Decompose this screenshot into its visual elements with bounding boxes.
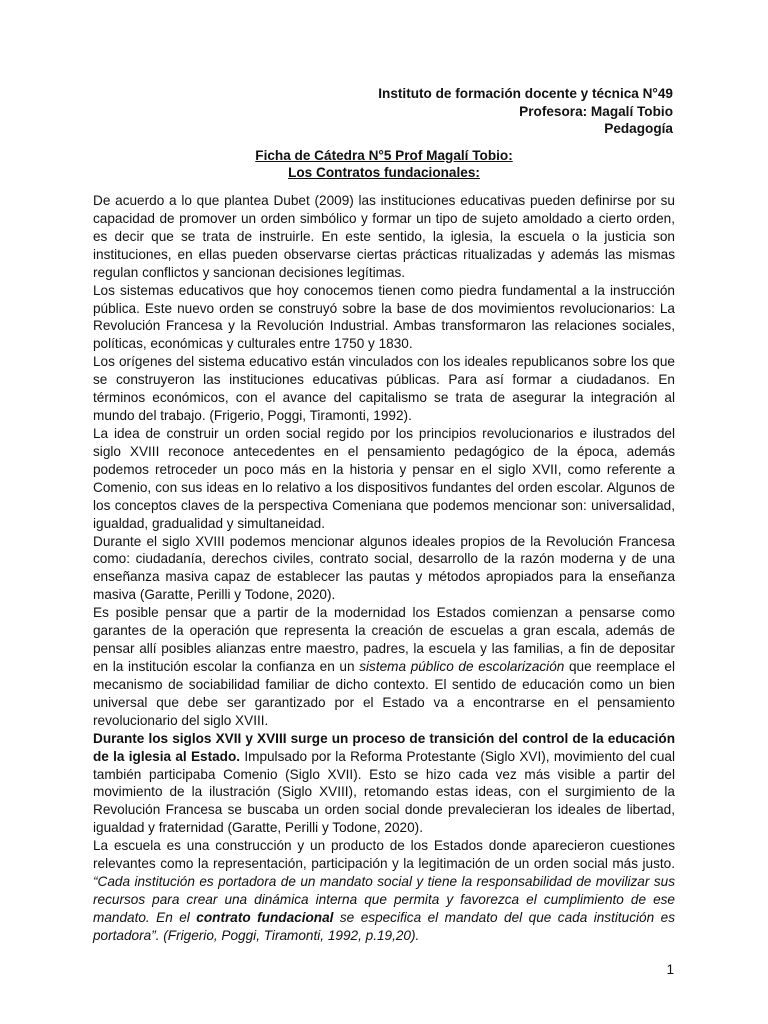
- document-header: [378, 85, 673, 138]
- title-line-1: Ficha de Cátedra N°5 Prof Magalí Tobio:: [255, 148, 513, 163]
- document-body: [93, 192, 675, 945]
- paragraph-3: Los orígenes del sistema educativo están vinculados con los ideales republicanos sobre los que se construyeron las instituciones educativas públicas. Para así formar a ciudadanos. En términos económicos, con el avance del capitalismo se trata de asegurar la integración al mundo del trabajo. (Frigerio, Poggi, Tiramonti, 1992).: [93, 354, 675, 424]
- paragraph-5: Durante el siglo XVIII podemos mencionar algunos ideales propios de la Revolución Francesa como: ciudadanía, derechos civiles, contrato social, desarrollo de la razón moderna y de una enseñanza masiva capaz de establecer las pautas y métodos apropiados para la enseñanza masiva (Garatte, Perilli y Todone, 2020).: [93, 533, 675, 603]
- paragraph-7: [93, 730, 675, 838]
- paragraph-8: [93, 837, 675, 945]
- paragraph-8-quote: [93, 874, 675, 943]
- paragraph-8-quote-b: se especifica el mandato del que cada institución es portadora”. (Frigerio, Poggi, Tiramonti, 1992, p.19,20).: [93, 909, 676, 943]
- paragraph-6: [93, 604, 675, 729]
- professor-name: Profesora: Magalí Tobio: [519, 103, 673, 119]
- paragraph-8-quote-bold: contrato fundacional: [196, 909, 334, 925]
- paragraph-4: La idea de construir un orden social regido por los principios revolucionarios e ilustrados del siglo XVIII reconoce antecedentes en el pensamiento pedagógico de la época, además podemos retroceder un poco más en la historia y pensar en el siglo XVII, como referente a Comenio, con sus ideas en lo relativo a los dispositivos fundantes del orden escolar. Algunos de los conceptos claves de la perspectiva Comeniana que podemos mencionar son: universalidad, igualdad, gradualidad y simultaneidad.: [93, 425, 675, 531]
- page-number: 1: [666, 962, 674, 977]
- paragraph-8-quote-a: “Cada institución es portadora de un mandato social y tiene la responsabilidad de movilizar sus recursos para crear una dinámica interna que permita y favorezca el cumplimiento de ese mandato. En el: [93, 874, 675, 925]
- title-line-2: Los Contratos fundacionales:: [288, 164, 480, 180]
- paragraph-8-text: La escuela es una construcción y un producto de los Estados donde aparecieron cuestiones relevantes como la representación, participación y la legitimación de un orden social más justo.: [93, 838, 675, 872]
- paragraph-6-italic: sistema público de escolarización: [359, 658, 565, 674]
- paragraph-6-text-b: que reemplace el mecanismo de sociabilidad familiar de dicho contexto. El sentido de educación como un bien universal que debe ser garantizado por el Estado va a encontrarse en el pensamiento revolucionario del siglo XVIII.: [93, 658, 676, 728]
- paragraph-1: De acuerdo a lo que plantea Dubet (2009) las instituciones educativas pueden definirse por su capacidad de promover un orden simbólico y formar un tipo de sujeto amoldado a cierto orden, es decir que se trata de instruirle. En este sentido, la iglesia, la escuela o la justicia son instituciones, en ellas pueden observarse ciertas prácticas ritualizadas y además las mismas regulan conflictos y sancionan decisiones legítimas.: [93, 193, 675, 280]
- paragraph-2: Los sistemas educativos que hoy conocemos tienen como piedra fundamental a la instrucción pública. Este nuevo orden se construyó sobre la base de dos movimientos revolucionarios: La Revolución Francesa y la Revolución Industrial. Ambas transformaron las relaciones sociales, políticas, económicas y culturales entre 1750 y 1830.: [93, 282, 675, 352]
- paragraph-7-bold: Durante los siglos XVII y XVIII surge un proceso de transición del control de la educación de la iglesia al Estado.: [93, 730, 675, 764]
- document-title: [0, 148, 768, 181]
- paragraph-6-text-a: Es posible pensar que a partir de la modernidad los Estados comienzan a pensarse como garantes de la operación que representa la creación de escuelas a gran escala, además de pensar allí posibles alianzas entre maestro, padres, la escuela y las familias, a fin de depositar en la institución escolar la confianza en un: [93, 605, 675, 674]
- subject-name: Pedagogía: [604, 121, 673, 136]
- institute-name: Instituto de formación docente y técnica N°49: [378, 86, 673, 101]
- paragraph-7-text: Impulsado por la Reforma Protestante (Siglo XVI), movimiento del cual también participaba Comenio (Siglo XVII). Esto se hizo cada vez más visible a partir del movimiento de la ilustración (Siglo XVIII), retomando estas ideas, con el surgimiento de la Revolución Francesa se buscaba un orden social donde prevalecieran los ideales de libertad, igualdad y fraternidad (Garatte, Perilli y Todone, 2020).: [93, 748, 675, 836]
